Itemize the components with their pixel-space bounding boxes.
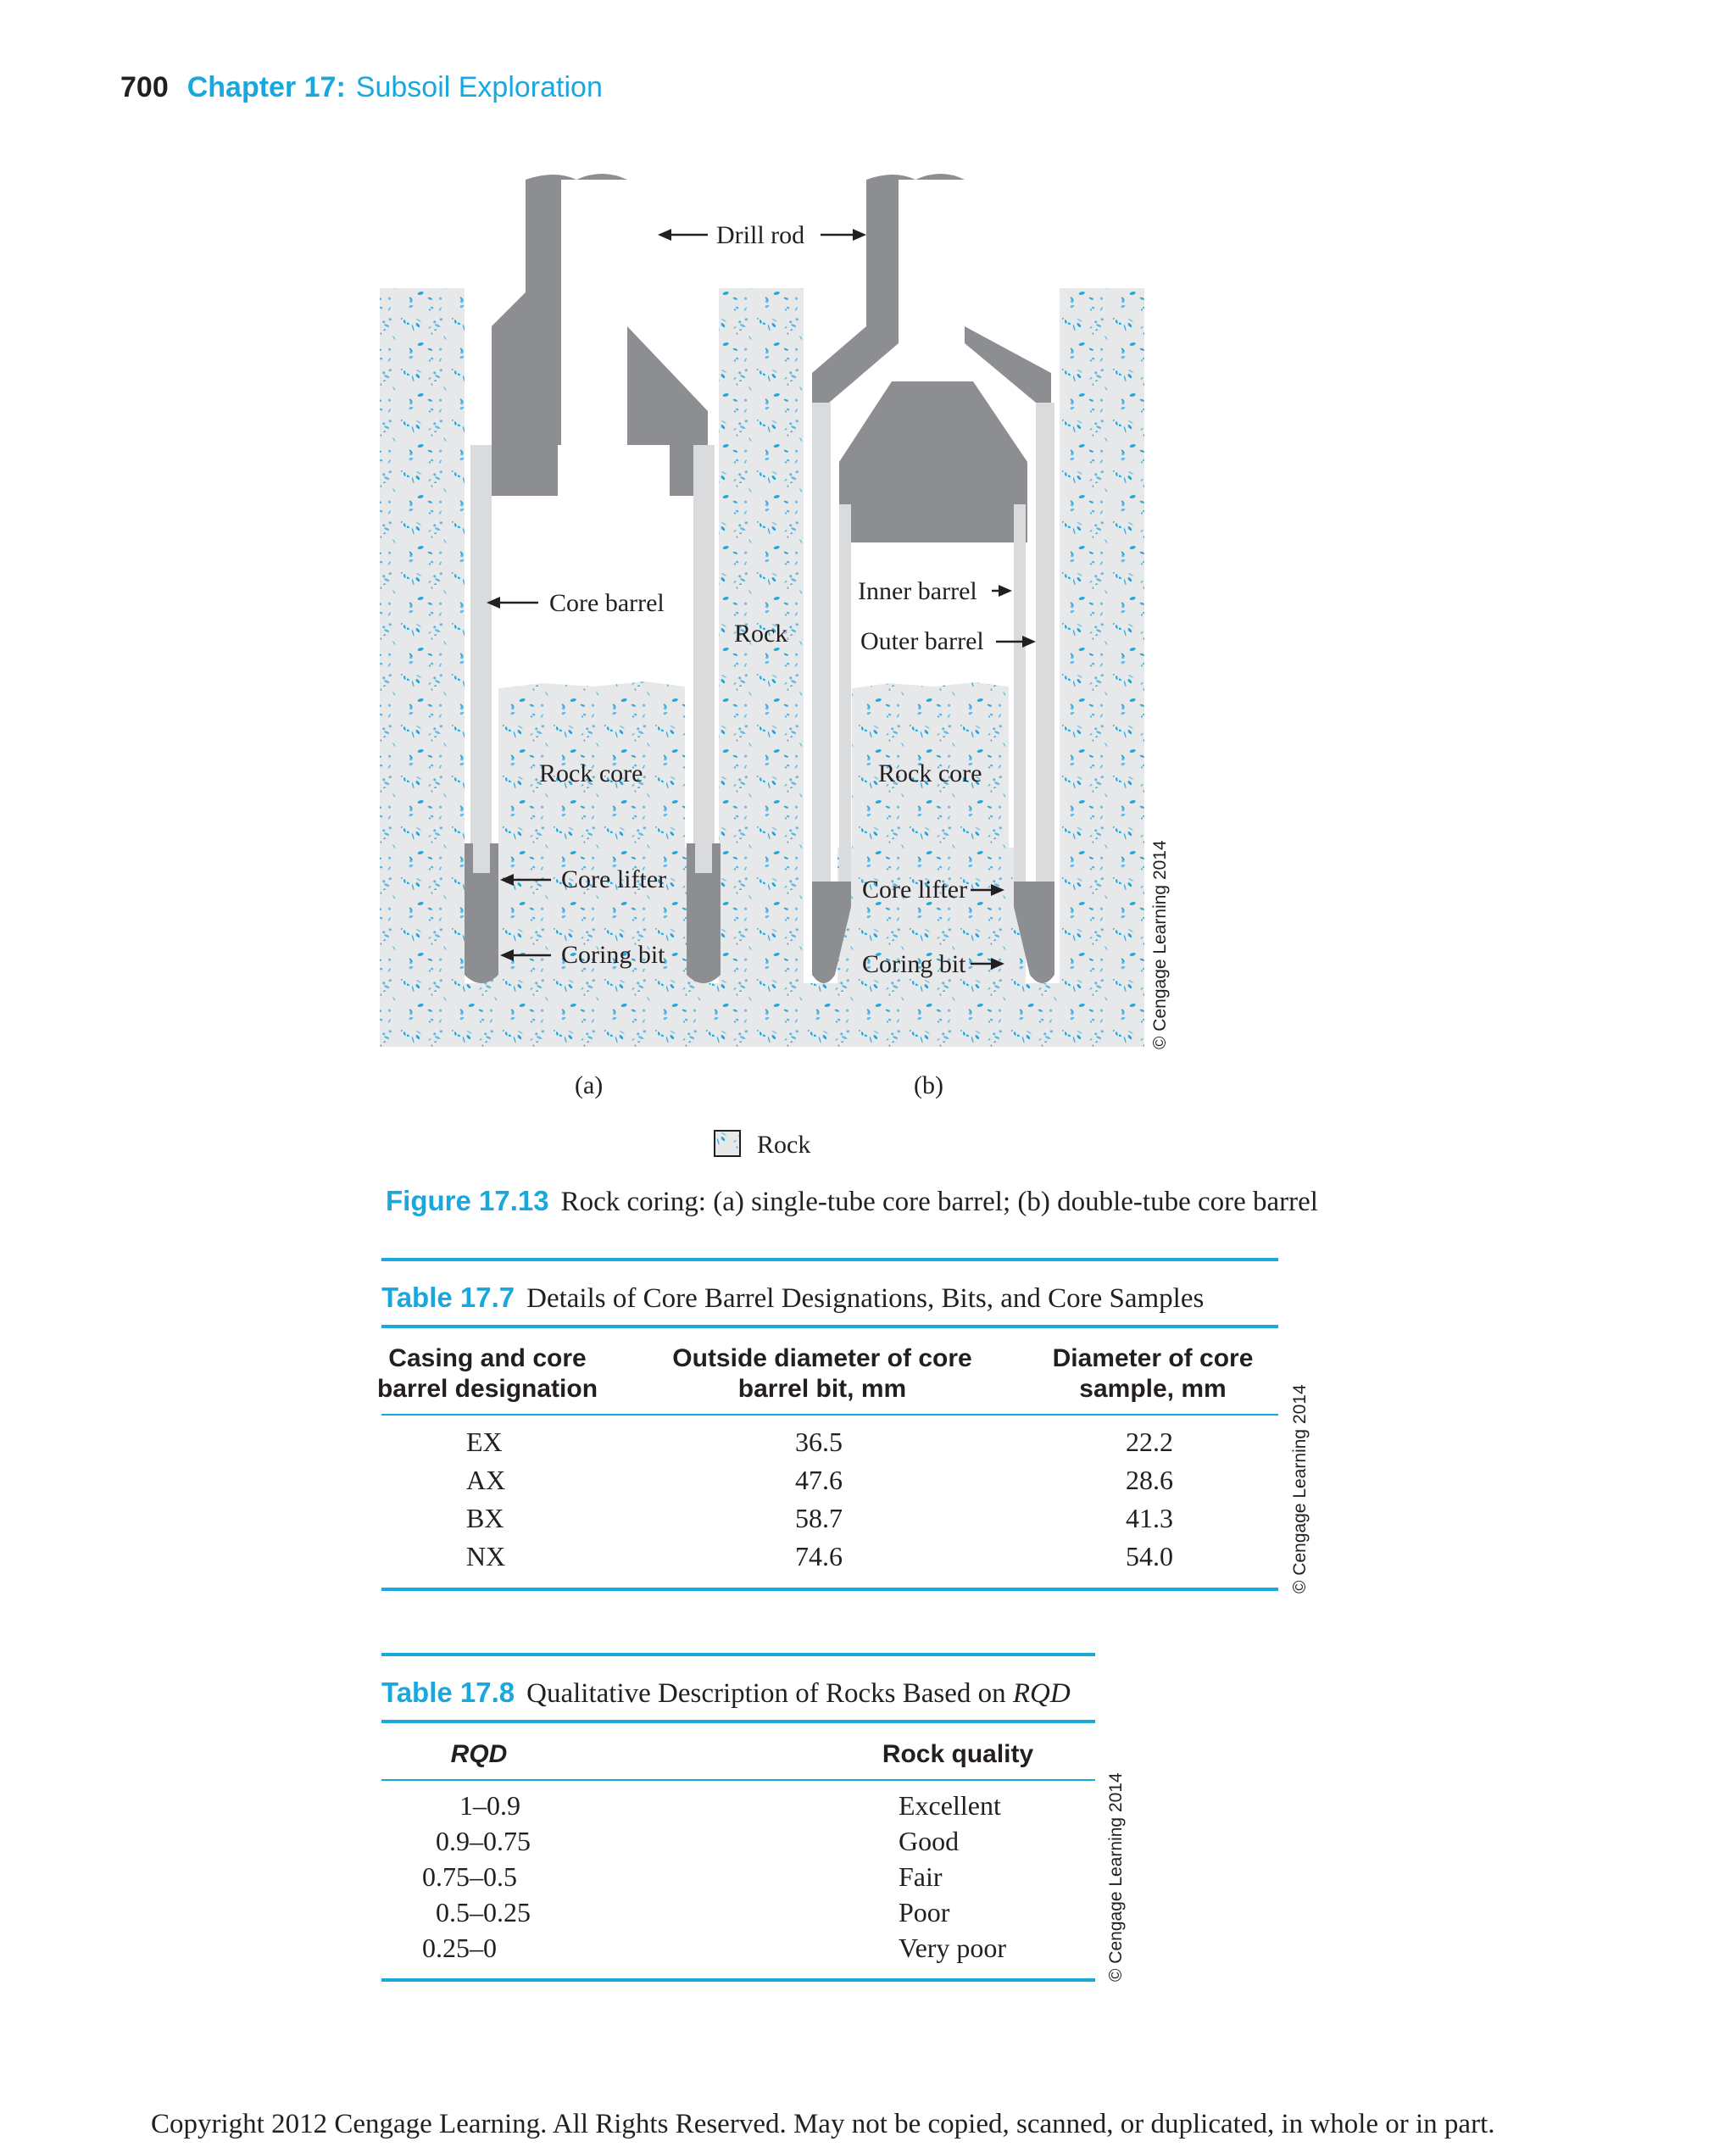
table-17-8-title-italic: RQD <box>1012 1678 1071 1709</box>
table-cell: Excellent <box>899 1790 1001 1821</box>
table-cell: Very poor <box>899 1933 1007 1963</box>
table-cell: EX <box>466 1427 503 1457</box>
table-17-8-title-text: Qualitative Description of Rocks Based on <box>526 1678 1006 1709</box>
table-cell: 0.25–0 <box>422 1933 497 1963</box>
table-17-8-title <box>381 1677 1071 1710</box>
table-17-8-body-rule <box>381 1779 1095 1781</box>
chapter-title: Subsoil Exploration <box>355 71 603 103</box>
table-cell: 1–0.9 <box>459 1790 520 1821</box>
table-cell: 54.0 <box>1126 1541 1173 1571</box>
table-cell: 0.75–0.5 <box>422 1861 517 1892</box>
header-line: Diameter of core <box>1052 1344 1254 1372</box>
table-17-7-header-rule <box>381 1325 1278 1328</box>
header-line: barrel bit, mm <box>737 1375 907 1403</box>
table-17-8-label: Table 17.8 <box>381 1677 515 1708</box>
page-number: 700 <box>120 71 169 103</box>
table-17-7-label: Table 17.7 <box>381 1282 515 1313</box>
label-inner-barrel: Inner barrel <box>858 577 977 605</box>
header-line: Casing and core <box>388 1344 587 1372</box>
table-cell: 47.6 <box>795 1465 843 1495</box>
header-line: Outside diameter of core <box>672 1344 972 1372</box>
table-17-8-header-rqd: RQD <box>450 1740 508 1768</box>
table-17-7-header-core-diameter <box>1034 1343 1271 1404</box>
table-cell: BX <box>466 1503 504 1533</box>
table-17-7-bottom-rule <box>381 1588 1278 1591</box>
table-cell: 0.9–0.75 <box>436 1826 531 1856</box>
table-17-8-top-rule <box>381 1653 1095 1656</box>
table-cell: 22.2 <box>1126 1427 1173 1457</box>
figure-caption-text: Rock coring: (a) single-tube core barrel; (b) double-tube core barrel <box>560 1187 1318 1217</box>
table-cell: Poor <box>899 1897 950 1927</box>
legend-rock-label: Rock <box>757 1131 811 1159</box>
table-cell: 74.6 <box>795 1541 843 1571</box>
label-rock-core-b: Rock core <box>878 759 982 787</box>
label-core-lifter-b: Core lifter <box>862 876 968 904</box>
header-line: sample, mm <box>1079 1375 1227 1403</box>
table-cell: AX <box>466 1465 506 1495</box>
table-cell: 0.5–0.25 <box>436 1897 531 1927</box>
table-17-7-copyright: © Cengage Learning 2014 <box>1290 1384 1310 1594</box>
rock-core-b-shape <box>852 682 1009 983</box>
table-17-8-copyright: © Cengage Learning 2014 <box>1106 1772 1126 1982</box>
label-outer-barrel: Outer barrel <box>860 627 984 655</box>
table-cell: Fair <box>899 1861 943 1892</box>
table-cell: Good <box>899 1826 960 1856</box>
figure-caption-label: Figure 17.13 <box>386 1185 549 1216</box>
label-coring-bit-b: Coring bit <box>862 950 966 978</box>
table-cell: 28.6 <box>1126 1465 1173 1495</box>
page-footer: Copyright 2012 Cengage Learning. All Rights Reserved. May not be copied, scanned, or duplicated, in whole or in part. <box>151 2109 1495 2139</box>
label-rock-core-a: Rock core <box>539 759 643 787</box>
chapter-label: Chapter 17: <box>186 71 346 103</box>
figure-caption <box>386 1185 1318 1218</box>
table-17-8-bottom-rule <box>381 1978 1095 1982</box>
legend-rock-swatch <box>715 1131 740 1156</box>
figure-copyright: © Cengage Learning 2014 <box>1150 840 1170 1049</box>
table-17-7-title-text: Details of Core Barrel Designations, Bits, and Core Samples <box>526 1283 1205 1314</box>
panel-label-a: (a) <box>575 1071 604 1099</box>
header-line: barrel designation <box>376 1375 598 1403</box>
table-17-7-title <box>381 1282 1204 1315</box>
label-drill-rod: Drill rod <box>716 221 805 249</box>
panel-label-b: (b) <box>914 1071 943 1099</box>
label-coring-bit-a: Coring bit <box>561 941 665 969</box>
label-rock: Rock <box>734 620 788 648</box>
rock-core-a-shape <box>498 681 685 983</box>
table-17-8-header-rock-quality: Rock quality <box>882 1740 1034 1768</box>
table-cell: 36.5 <box>795 1427 843 1457</box>
label-core-lifter-a: Core lifter <box>561 865 667 893</box>
table-17-8-header-rule <box>381 1720 1095 1723</box>
table-cell: 58.7 <box>795 1503 843 1533</box>
table-17-7-top-rule <box>381 1258 1278 1261</box>
table-17-7-header-outside-diameter <box>661 1343 983 1404</box>
table-17-7-header-designation <box>364 1343 610 1404</box>
label-core-barrel: Core barrel <box>549 589 665 617</box>
table-cell: 41.3 <box>1126 1503 1173 1533</box>
table-17-7-body-rule <box>381 1414 1278 1416</box>
table-cell: NX <box>466 1541 506 1571</box>
